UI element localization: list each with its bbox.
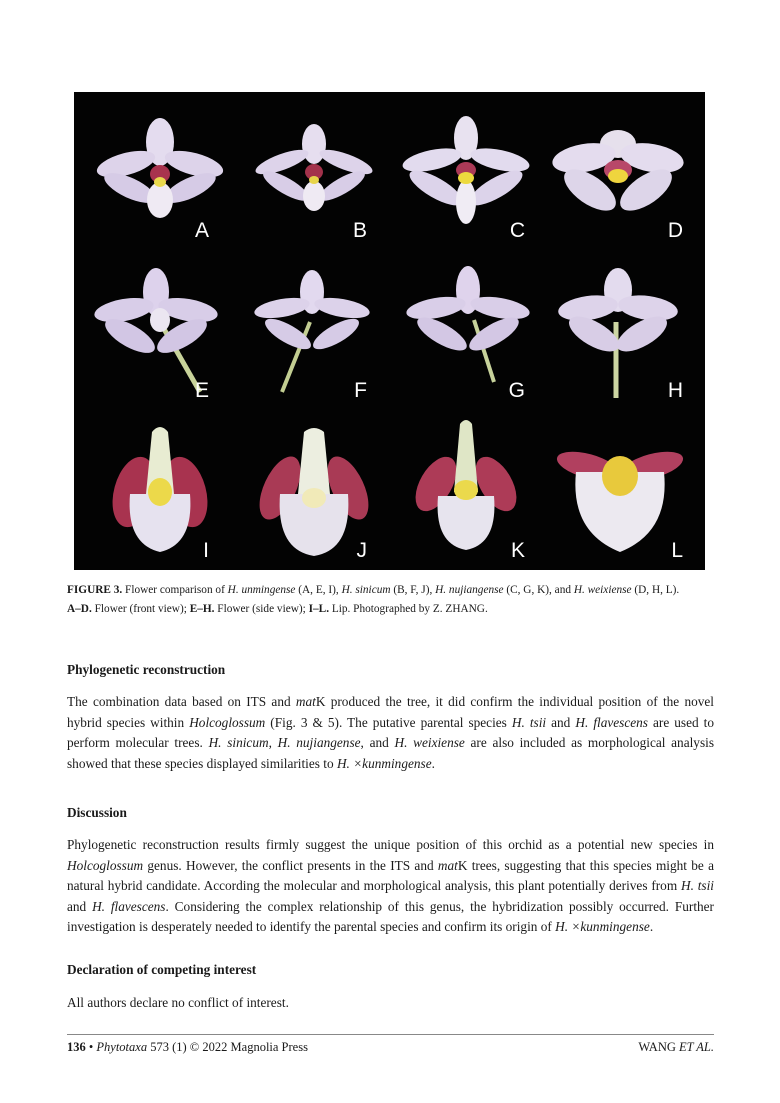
species-name: H. weixiense (573, 584, 632, 596)
caption-range: E–H. (189, 602, 215, 615)
paragraph-discussion (67, 835, 714, 938)
panel-label: H (667, 379, 683, 402)
species-name: H. ×kunmingense (336, 755, 432, 771)
section-heading-phylogenetic: Phylogenetic reconstruction (67, 662, 226, 677)
panel-f-flower-side (232, 252, 389, 411)
gene-name: mat (437, 857, 458, 873)
text: K trees, suggesting that this species might be a natural hybrid candidate. According the molecular and morphological analysis, this plant potentially derives from (67, 857, 714, 893)
species-name: H. tsii (511, 714, 547, 730)
text: genus. However, the conflict presents in the ITS and (143, 857, 438, 873)
text: Phylogenetic reconstruction results firmly suggest the unique position of this orchid as a potential new species in (67, 837, 714, 852)
figure-3-photo-grid (74, 92, 705, 570)
panel-i-lip (74, 412, 231, 571)
panel-b-flower-front (232, 92, 389, 251)
text: . Considering the complex relationship of this genus, the hybridization possibly occurred. Further investigation is desperately needed to identify the parental species and confirm its origin of (67, 898, 714, 934)
species-name: H. nujiangense (435, 584, 504, 596)
footer-divider (67, 1034, 714, 1035)
panel-label: D (667, 219, 683, 242)
journal-info: 573 (1) © 2022 Magnolia Press (147, 1040, 308, 1054)
journal-name: Phytotaxa (96, 1040, 148, 1054)
text: . (649, 919, 654, 934)
text: (Fig. 3 & 5). The putative parental species (265, 714, 512, 730)
caption-text: Flower (front view); (91, 602, 190, 615)
figure-caption (67, 581, 717, 618)
species-name: H. flavescens (92, 898, 166, 914)
text: and (67, 898, 93, 914)
caption-text: (B, F, J), (390, 584, 436, 596)
footer-left (67, 1040, 308, 1055)
caption-text: (A, E, I), (295, 584, 342, 596)
panel-g-flower-side (390, 252, 547, 411)
text: are used to perform molecular trees. (67, 714, 715, 750)
panel-d-flower-front (548, 92, 705, 251)
panel-label: A (194, 219, 209, 242)
panel-k-lip (390, 412, 547, 571)
caption-text: Flower comparison of (122, 584, 228, 596)
panel-label: B (352, 219, 367, 242)
figure-label: FIGURE 3. (67, 584, 123, 596)
text: The combination data based on ITS and (67, 694, 296, 709)
species-name: H. sinicum (208, 735, 269, 750)
panel-label: K (510, 539, 525, 562)
panel-a-flower-front (74, 92, 231, 251)
et-al: ET AL. (679, 1040, 714, 1054)
text: , and (360, 735, 395, 750)
section-heading-competing-interest: Declaration of competing interest (67, 962, 257, 977)
species-name: H. sinicum (341, 584, 391, 596)
gene-name: mat (295, 694, 316, 709)
page-number: 136 (67, 1040, 86, 1054)
species-name: H. flavescens (575, 714, 648, 730)
caption-text: (C, G, K), and (503, 584, 574, 596)
panel-j-lip (232, 412, 389, 571)
panel-label: E (194, 379, 209, 402)
panel-l-lip (548, 412, 705, 571)
panel-label: L (671, 539, 683, 562)
author-name: WANG (638, 1040, 680, 1054)
caption-range: A–D. (67, 602, 92, 615)
species-name: H. nujiangense (277, 735, 361, 750)
panel-e-flower-side (74, 252, 231, 411)
species-name: H. tsii (680, 878, 714, 893)
panel-label: I (203, 539, 209, 562)
panel-h-flower-side (548, 252, 705, 411)
panel-label: F (354, 379, 367, 402)
paragraph-phylogenetic (67, 692, 714, 774)
text: , (268, 735, 278, 750)
text: and (546, 714, 576, 730)
text: . (431, 755, 435, 771)
species-name: H. unmingense (227, 584, 296, 596)
running-head-authors (638, 1040, 714, 1055)
species-name: H. ×kunmingense (555, 919, 650, 934)
section-heading-discussion: Discussion (67, 805, 127, 820)
panel-label: C (509, 219, 525, 242)
genus-name: Holcoglossum (189, 714, 266, 730)
genus-name: Holcoglossum (67, 857, 144, 873)
panel-c-flower-front (390, 92, 547, 251)
bullet: • (88, 1040, 94, 1054)
text: K produced the tree, it did confirm the individual position of the novel hybrid species within (67, 694, 714, 730)
caption-text: Flower (side view); (214, 602, 309, 615)
species-name: H. weixiense (394, 735, 465, 750)
caption-text: (D, H, L). (631, 584, 680, 596)
panel-label: J (356, 539, 367, 562)
caption-range: I–L. (308, 602, 330, 615)
paragraph-competing-interest: All authors declare no conflict of interest. (67, 995, 289, 1010)
panel-label: G (508, 379, 525, 402)
text: are also included as morphological analysis showed that these species displayed similarities to (67, 735, 714, 771)
caption-text: Lip. Photographed by Z. ZHANG. (329, 602, 488, 615)
